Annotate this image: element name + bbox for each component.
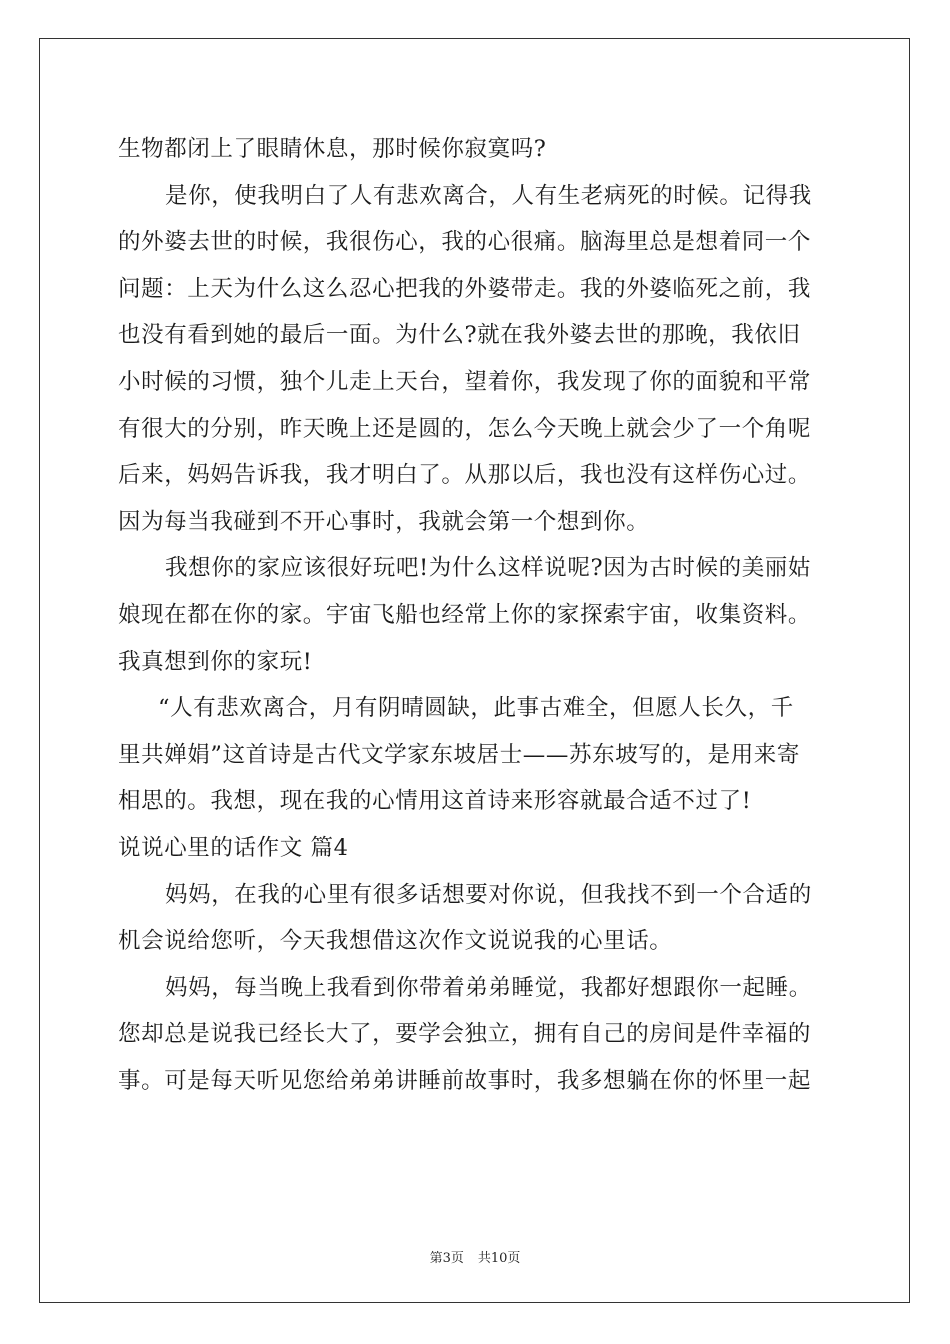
text-line: 的外婆去世的时候，我很伤心，我的心很痛。脑海里总是想着同一个 [118,229,812,256]
section-heading: 说说心里的话作文 篇4 [118,834,349,861]
text-line: 也没有看到她的最后一面。为什么?就在我外婆去世的那晚，我依旧 [118,322,801,349]
text-line: 我想你的家应该很好玩吧!为什么这样说呢?因为古时候的美丽姑 [165,555,812,582]
page-total: 共10页 [477,1251,521,1266]
page-number: 第3页 [429,1251,464,1266]
text-line: 相思的。我想，现在我的心情用这首诗来形容就最合适不过了! [118,788,752,815]
text-line: “人有悲欢离合，月有阴晴圆缺，此事古难全，但愿人长久，千 [158,695,794,722]
text-line: 有很大的分别，昨天晚上还是圆的，怎么今天晚上就会少了一个角呢 [118,415,812,442]
document-body [118,126,838,1104]
text-line: 后来，妈妈告诉我，我才明白了。从那以后，我也没有这样伤心过。 [118,462,812,489]
text-line: 机会说给您听，今天我想借这次作文说说我的心里话。 [118,928,673,955]
text-line: 我真想到你的家玩! [118,648,313,675]
page-footer [0,1247,950,1266]
text-line: 事。可是每天听见您给弟弟讲睡前故事时，我多想躺在你的怀里一起 [118,1067,812,1094]
text-line: 是你，使我明白了人有悲欢离合，人有生老病死的时候。记得我 [165,182,812,209]
text-line: 生物都闭上了眼睛休息，那时候你寂寞吗? [118,136,547,162]
text-line: 问题：上天为什么这么忍心把我的外婆带走。我的外婆临死之前，我 [118,275,812,302]
text-line: 您却总是说我已经长大了，要学会独立，拥有自己的房间是件幸福的 [118,1021,812,1048]
text-line: 妈妈，每当晚上我看到你带着弟弟睡觉，我都好想跟你一起睡。 [165,974,812,1001]
text-line: 娘现在都在你的家。宇宙飞船也经常上你的家探索宇宙，收集资料。 [118,601,812,628]
text-line: 小时候的习惯，独个儿走上天台，望着你，我发现了你的面貌和平常 [118,368,812,395]
text-line: 里共婵娟”这首诗是古代文学家东坡居士——苏东坡写的，是用来寄 [118,741,801,768]
text-line: 因为每当我碰到不开心事时，我就会第一个想到你。 [118,508,650,535]
text-line: 妈妈，在我的心里有很多话想要对你说，但我找不到一个合适的 [165,881,812,908]
